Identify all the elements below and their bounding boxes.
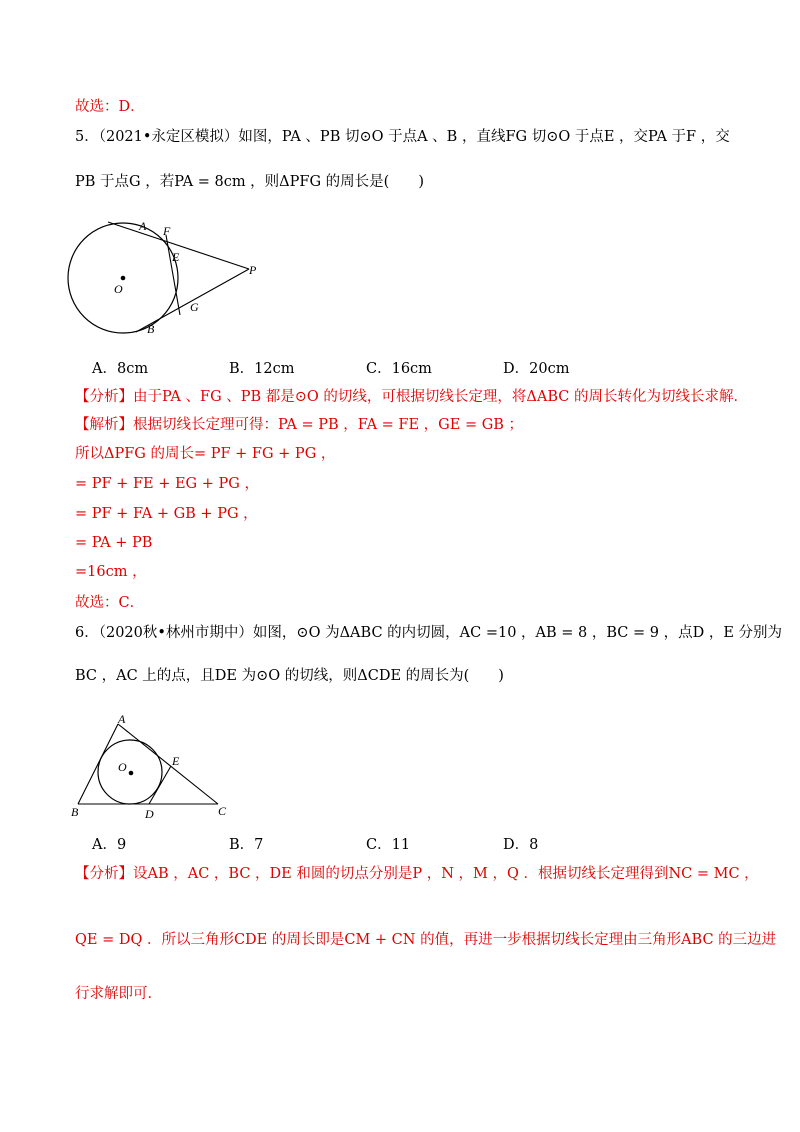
q6-stem-line1: 6．（2020秋•林州市期中）如图，⊙O 为ΔABC 的内切圆，AC =10 ，AB = 8 ，BC = 9 ，点D ，E 分别为 <box>75 625 783 641</box>
label-P: P <box>249 263 257 277</box>
label-G: G <box>190 300 199 314</box>
q6-analysis-line3: 行求解即可． <box>75 986 162 1002</box>
label-O: O <box>118 760 127 774</box>
q6-option-b: B．7 <box>229 837 264 853</box>
q5-step-4: = PA + PB <box>75 535 153 551</box>
q5-option-a: A．8cm <box>92 361 149 377</box>
label-B: B <box>147 322 155 336</box>
q6-analysis-line2: QE = DQ ．所以三角形CDE 的周长即是CM + CN 的值，再进一步根据切线长定理由三角形ABC 的三边进 <box>75 932 777 948</box>
label-O: O <box>114 282 123 296</box>
q6-option-d: D．8 <box>503 837 539 853</box>
label-C: C <box>218 804 227 818</box>
q5-step-2: = PF + FE + EG + PG ， <box>75 476 259 492</box>
label-D: D <box>145 807 154 821</box>
label-B: B <box>71 805 79 819</box>
q6-stem-line2: BC ，AC 上的点，且DE 为⊙O 的切线，则ΔCDE 的周长为( ) <box>75 668 504 684</box>
label-E: E <box>172 754 180 768</box>
q5-option-b: B．12cm <box>229 361 295 377</box>
q5-step-3: = PF + FA + GB + PG ， <box>75 506 258 522</box>
center-dot <box>121 276 126 281</box>
q5-step-1: 所以ΔPFG 的周长= PF + FG + PG ， <box>75 446 336 462</box>
q5-stem-line2: PB 于点G ，若PA = 8cm ，则ΔPFG 的周长是( ) <box>75 174 424 190</box>
q6-option-c: C．11 <box>366 837 411 853</box>
q6-figure-incircle-triangle <box>68 712 238 822</box>
q5-step-5: =16cm ， <box>75 564 147 580</box>
label-E: E <box>172 250 180 264</box>
q5-option-d: D．20cm <box>503 361 570 377</box>
q5-option-c: C．16cm <box>366 361 432 377</box>
label-A: A <box>139 219 147 233</box>
q6-option-a: A．9 <box>92 837 127 853</box>
answer-line-q4: 故选：D． <box>75 99 145 115</box>
q5-solution: 【解析】根据切线长定理可得：PA = PB ，FA = FE ，GE = GB ； <box>75 417 524 433</box>
q6-analysis-line1: 【分析】设AB ，AC ，BC ，DE 和圆的切点分别是P ，N ，M ，Q ．根据切线长定理得到NC = MC ， <box>75 866 759 882</box>
q5-figure-circle-tangents <box>66 215 266 345</box>
q5-analysis: 【分析】由于PA 、FG 、PB 都是⊙O 的切线，可根据切线长定理，将ΔABC 的周长转化为切线长求解． <box>75 389 748 405</box>
center-dot <box>129 771 134 776</box>
q5-answer: 故选：C． <box>75 595 145 611</box>
q5-stem-line1: 5．（2021•永定区模拟）如图，PA 、PB 切⊙O 于点A 、B ，直线FG 切⊙O 于点E ，交PA 于F ，交 <box>75 129 730 145</box>
label-F: F <box>163 224 171 238</box>
label-A: A <box>118 712 126 726</box>
